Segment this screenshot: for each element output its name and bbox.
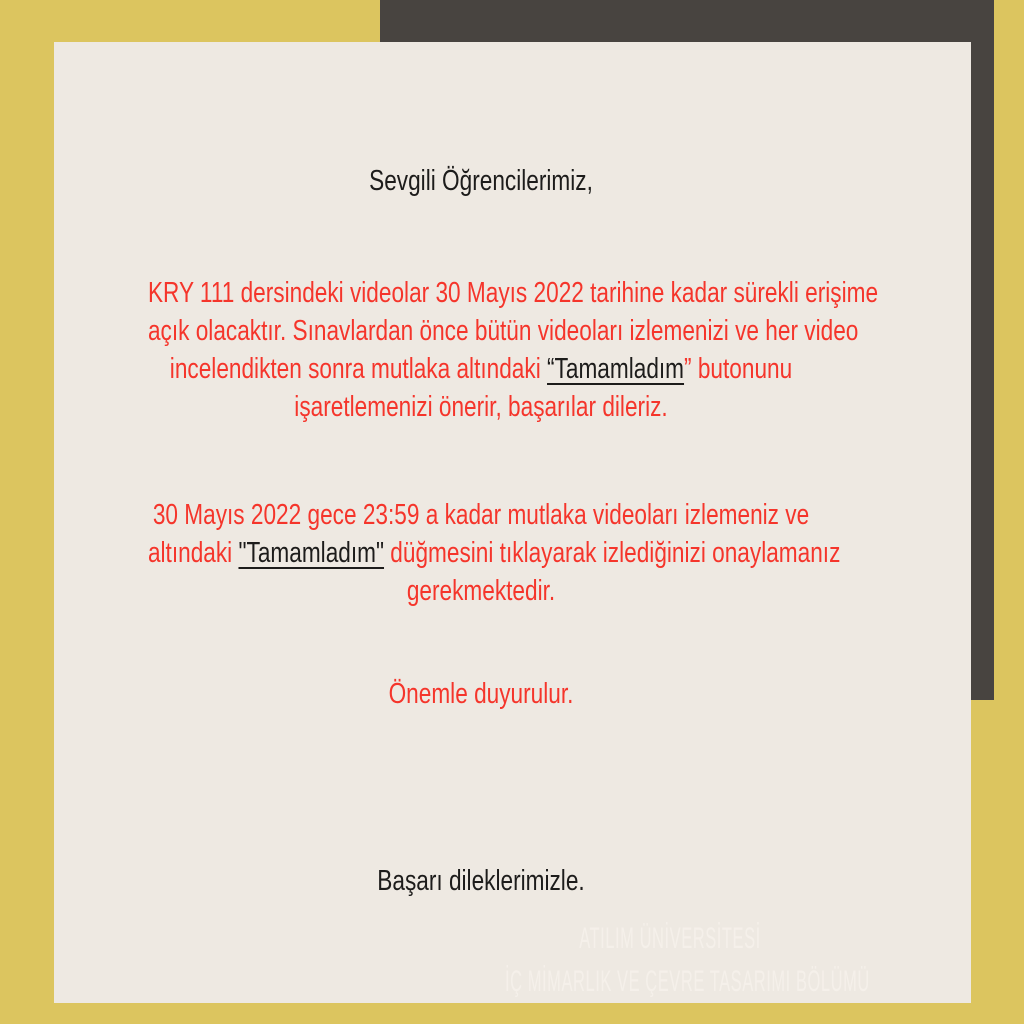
watermark bbox=[370, 917, 970, 1003]
paragraph2-line2-prefix: altındaki bbox=[147, 537, 239, 569]
notice-card bbox=[54, 42, 971, 1003]
paragraph1-line2: açık olacaktır. Sınavlardan önce bütün videoları izlemenizi ve her video bbox=[147, 315, 859, 347]
paragraph2-line2 bbox=[147, 534, 841, 572]
watermark-university-name: ATILIM ÜNİVERSİTESİ bbox=[579, 922, 761, 955]
greeting-text: Sevgili Öğrencilerimiz, bbox=[369, 165, 593, 197]
tamamladim-button-mention-2: "Tamamladım" bbox=[238, 537, 385, 569]
announcement-text: Önemle duyurulur. bbox=[388, 678, 574, 710]
closing-text: Başarı dileklerimizle. bbox=[377, 865, 585, 897]
paragraph2-line1: 30 Mayıs 2022 gece 23:59 a kadar mutlaka videoları izlemeniz ve bbox=[152, 499, 810, 531]
paragraph1-line3-suffix: ” butonunu bbox=[684, 353, 793, 385]
paragraph1-line3 bbox=[148, 350, 814, 388]
paragraph1-line1: KRY 111 dersindeki videolar 30 Mayıs 2022 tarihine kadar sürekli erişime bbox=[147, 277, 879, 309]
paragraph2-line2-suffix: düğmesini tıklayarak izlediğinizi onaylamanız bbox=[384, 537, 841, 569]
tamamladim-button-mention: “Tamamladım bbox=[547, 353, 685, 385]
watermark-department-name: İÇ MİMARLIK VE ÇEVRE TASARIMI BÖLÜMÜ bbox=[505, 965, 870, 998]
paragraph2-line3: gerekmektedir. bbox=[406, 575, 556, 607]
paragraph1-line4: işaretlemenizi önerir, başarılar dileriz. bbox=[294, 391, 668, 423]
paragraph1-line3-prefix: incelendikten sonra mutlaka altındaki bbox=[169, 353, 548, 385]
